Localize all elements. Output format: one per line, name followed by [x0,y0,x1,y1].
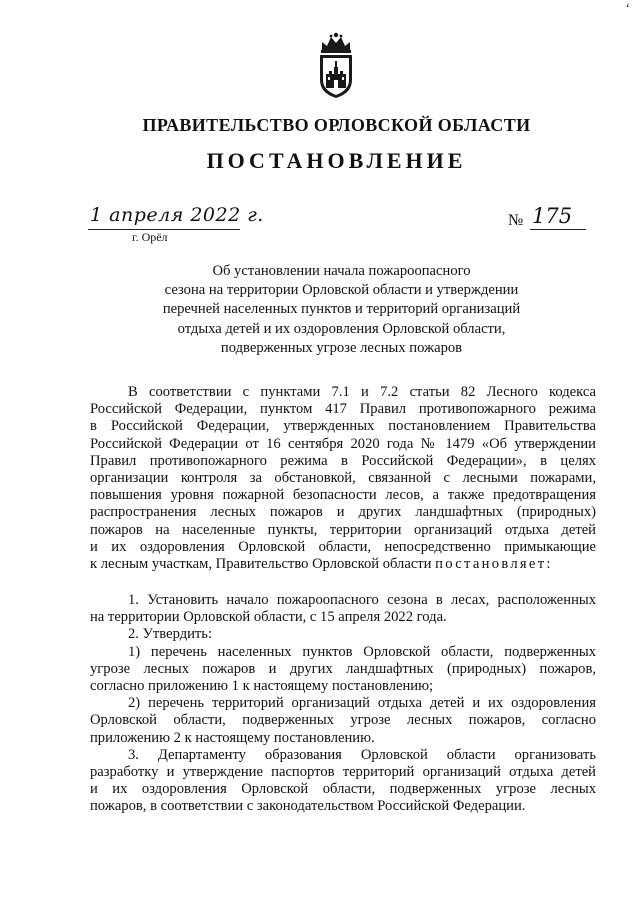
item-line: 2. Утвердить: [128,626,213,643]
number-underline [530,229,586,230]
city-label: г. Орёл [132,230,168,244]
item-line: 3. Департаменту образования Орловской области организовать [128,746,596,763]
subject-line: подверженных угрозе лесных пожаров [220,339,463,356]
item-2 [90,626,596,643]
corner-mark: ‘ [625,0,630,15]
preamble-line: Российской Федерации от 16 сентября 2020 года № 1479 «Об утверждении [90,435,596,452]
item-line: на территории Орловской области, с 15 апреля 2022 года. [90,609,447,626]
item-line: приложению 2 к настоящему постановлению. [90,729,375,746]
preamble-line: к лесным участкам, Правительство Орловской области [90,556,436,573]
subject-line: сезона на территории Орловской области и утверждении [164,282,519,299]
item-1 [90,592,596,626]
preamble-paragraph [90,384,596,573]
item-2-1 [90,644,596,696]
item-line: 2) перечень территорий организаций отдыха детей и их оздоровления [128,695,596,712]
government-title: ПРАВИТЕЛЬСТВО ОРЛОВСКОЙ ОБЛАСТИ [142,115,531,135]
item-line: согласно приложению 1 к настоящему постановлению; [90,678,434,695]
item-line: Орловской области, подверженных угрозе лесных пожаров, согласно [90,712,596,729]
preamble-line: пожаров на населенные пункты, территории организаций отдыха детей [90,521,596,538]
preamble-line: и их оздоровления Орловской области, непосредственно примыкающие [90,538,596,555]
preamble-line: распространения лесных пожаров и других ландшафтных (природных) [90,504,596,521]
item-line: разработку и утверждение паспортов территорий организаций отдыха детей [90,764,596,781]
preamble-line: в Российской Федерации, утвержденных постановлением Правительства [90,418,596,435]
document-subject [90,262,593,358]
item-line: 1. Установить начало пожароопасного сезона в лесах, расположенных [128,592,596,608]
item-line: 1) перечень населенных пунктов Орловской области, подверженных [128,643,596,660]
item-2-2 [90,695,596,747]
subject-line: Об установлении начала пожароопасного [212,263,471,279]
document-type-title: ПОСТАНОВЛЕНИЕ [206,148,467,173]
preamble-final-line [90,556,596,573]
preamble-line: В соответствии с пунктами 7.1 и 7.2 статьи 82 Лесного кодекса [128,384,596,400]
number-label: № [508,212,524,229]
decree-items [90,592,596,816]
subject-line: перечней населенных пунктов и территорий организаций [162,301,521,318]
subject-line: отдыха детей и их оздоровления Орловской области, [177,320,506,337]
coat-of-arms-icon [313,30,359,100]
handwritten-number: 175 [532,204,573,228]
preamble-line: Российской Федерации, пунктом 417 Правил противопожарного режима [90,401,596,418]
item-line: и их оздоровления Орловской области, подверженных угрозе лесных [90,781,596,798]
item-3 [90,747,596,816]
item-line: угрозе лесных пожаров и других ландшафтных (природных) пожаров, [90,660,596,677]
preamble-line: Правил противопожарного режима в Российской Федерации», в целях [90,452,596,469]
preamble-line: организации контроля за обстановкой, связанной с лесными пожарами, [90,470,596,487]
decree-word: постановляет: [435,556,553,573]
item-line: пожаров, в соответствии с законодательством Российской Федерации. [90,798,526,815]
handwritten-date: 1 апреля 2022 г. [90,204,264,226]
preamble-line: повышения уровня пожарной безопасности лесов, а также предотвращения [90,487,596,504]
